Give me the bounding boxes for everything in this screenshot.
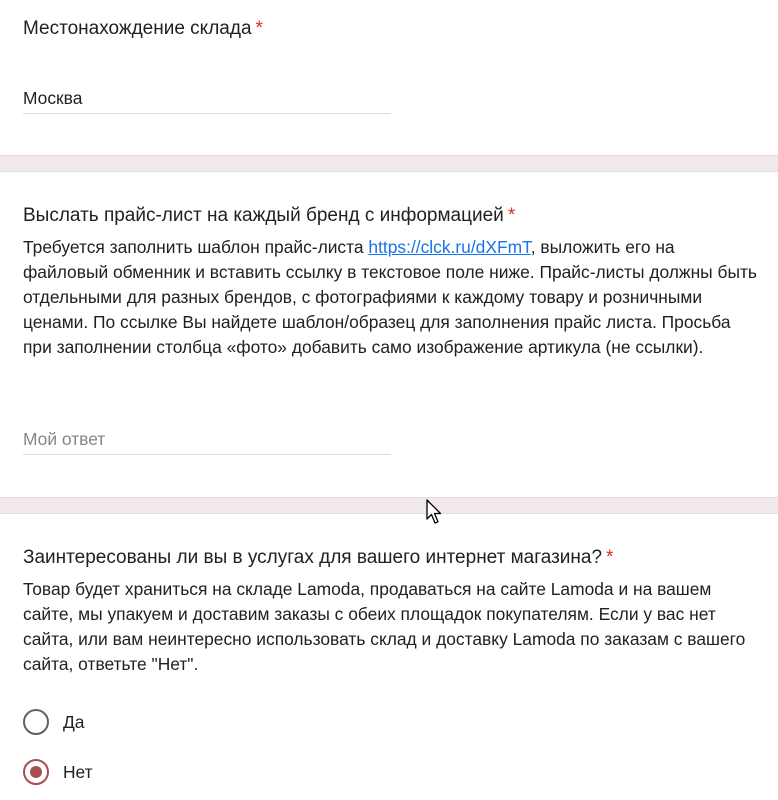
price-list-template-link[interactable]: https://clck.ru/dXFmT bbox=[368, 237, 531, 257]
question-card-price-list bbox=[0, 172, 778, 497]
description-text-before-link: Требуется заполнить шаблон прайс-листа bbox=[23, 237, 369, 257]
radio-button-checked[interactable] bbox=[23, 759, 49, 785]
radio-option-yes[interactable] bbox=[23, 708, 84, 736]
section-divider bbox=[0, 497, 778, 514]
required-asterisk: * bbox=[507, 205, 516, 226]
question-title bbox=[23, 204, 515, 228]
radio-button-unchecked[interactable] bbox=[23, 709, 49, 735]
radio-checked-dot bbox=[30, 766, 42, 778]
price-list-answer-input[interactable]: Мой ответ bbox=[23, 424, 391, 455]
question-card-warehouse-location bbox=[0, 0, 778, 155]
radio-option-label: Да bbox=[63, 711, 85, 732]
section-divider bbox=[0, 155, 778, 172]
question-title bbox=[23, 17, 263, 41]
question-title bbox=[23, 546, 613, 570]
question-title-text: Заинтересованы ли вы в услугах для вашего интернет магазина? bbox=[23, 547, 603, 568]
required-asterisk: * bbox=[255, 18, 263, 39]
question-title-text: Местонахождение склада bbox=[23, 18, 252, 39]
mouse-pointer-icon bbox=[426, 499, 444, 525]
question-card-services-interest bbox=[0, 514, 778, 800]
question-title-text: Выслать прайс-лист на каждый бренд с информацией bbox=[23, 205, 504, 226]
radio-option-no[interactable] bbox=[23, 758, 93, 786]
description-text-after-link: , выложить его на файловый обменник и вставить ссылку в текстовое поле ниже. Прайс-листы должны быть отдельными для разных брендов, с фотографиями к каждому товару и розничными ценами. По ссылке Вы найдете шаблон/образец для заполнения прайс листа. Просьба при заполнении столбца «фото» добавить само изображение артикула (не ссылки). bbox=[23, 237, 757, 357]
required-asterisk: * bbox=[606, 547, 614, 568]
question-description bbox=[23, 235, 758, 360]
warehouse-location-input[interactable]: Москва bbox=[23, 83, 391, 114]
question-description: Товар будет храниться на складе Lamoda, продаваться на сайте Lamoda и на вашем сайте, мы упакуем и доставим заказы с обеих площадок покупателям. Если у вас нет сайта, или вам неинтересно использовать склад и доставку Lamoda по заказам с вашего сайта, ответьте "Нет". bbox=[23, 579, 746, 674]
radio-option-label: Нет bbox=[63, 761, 93, 782]
